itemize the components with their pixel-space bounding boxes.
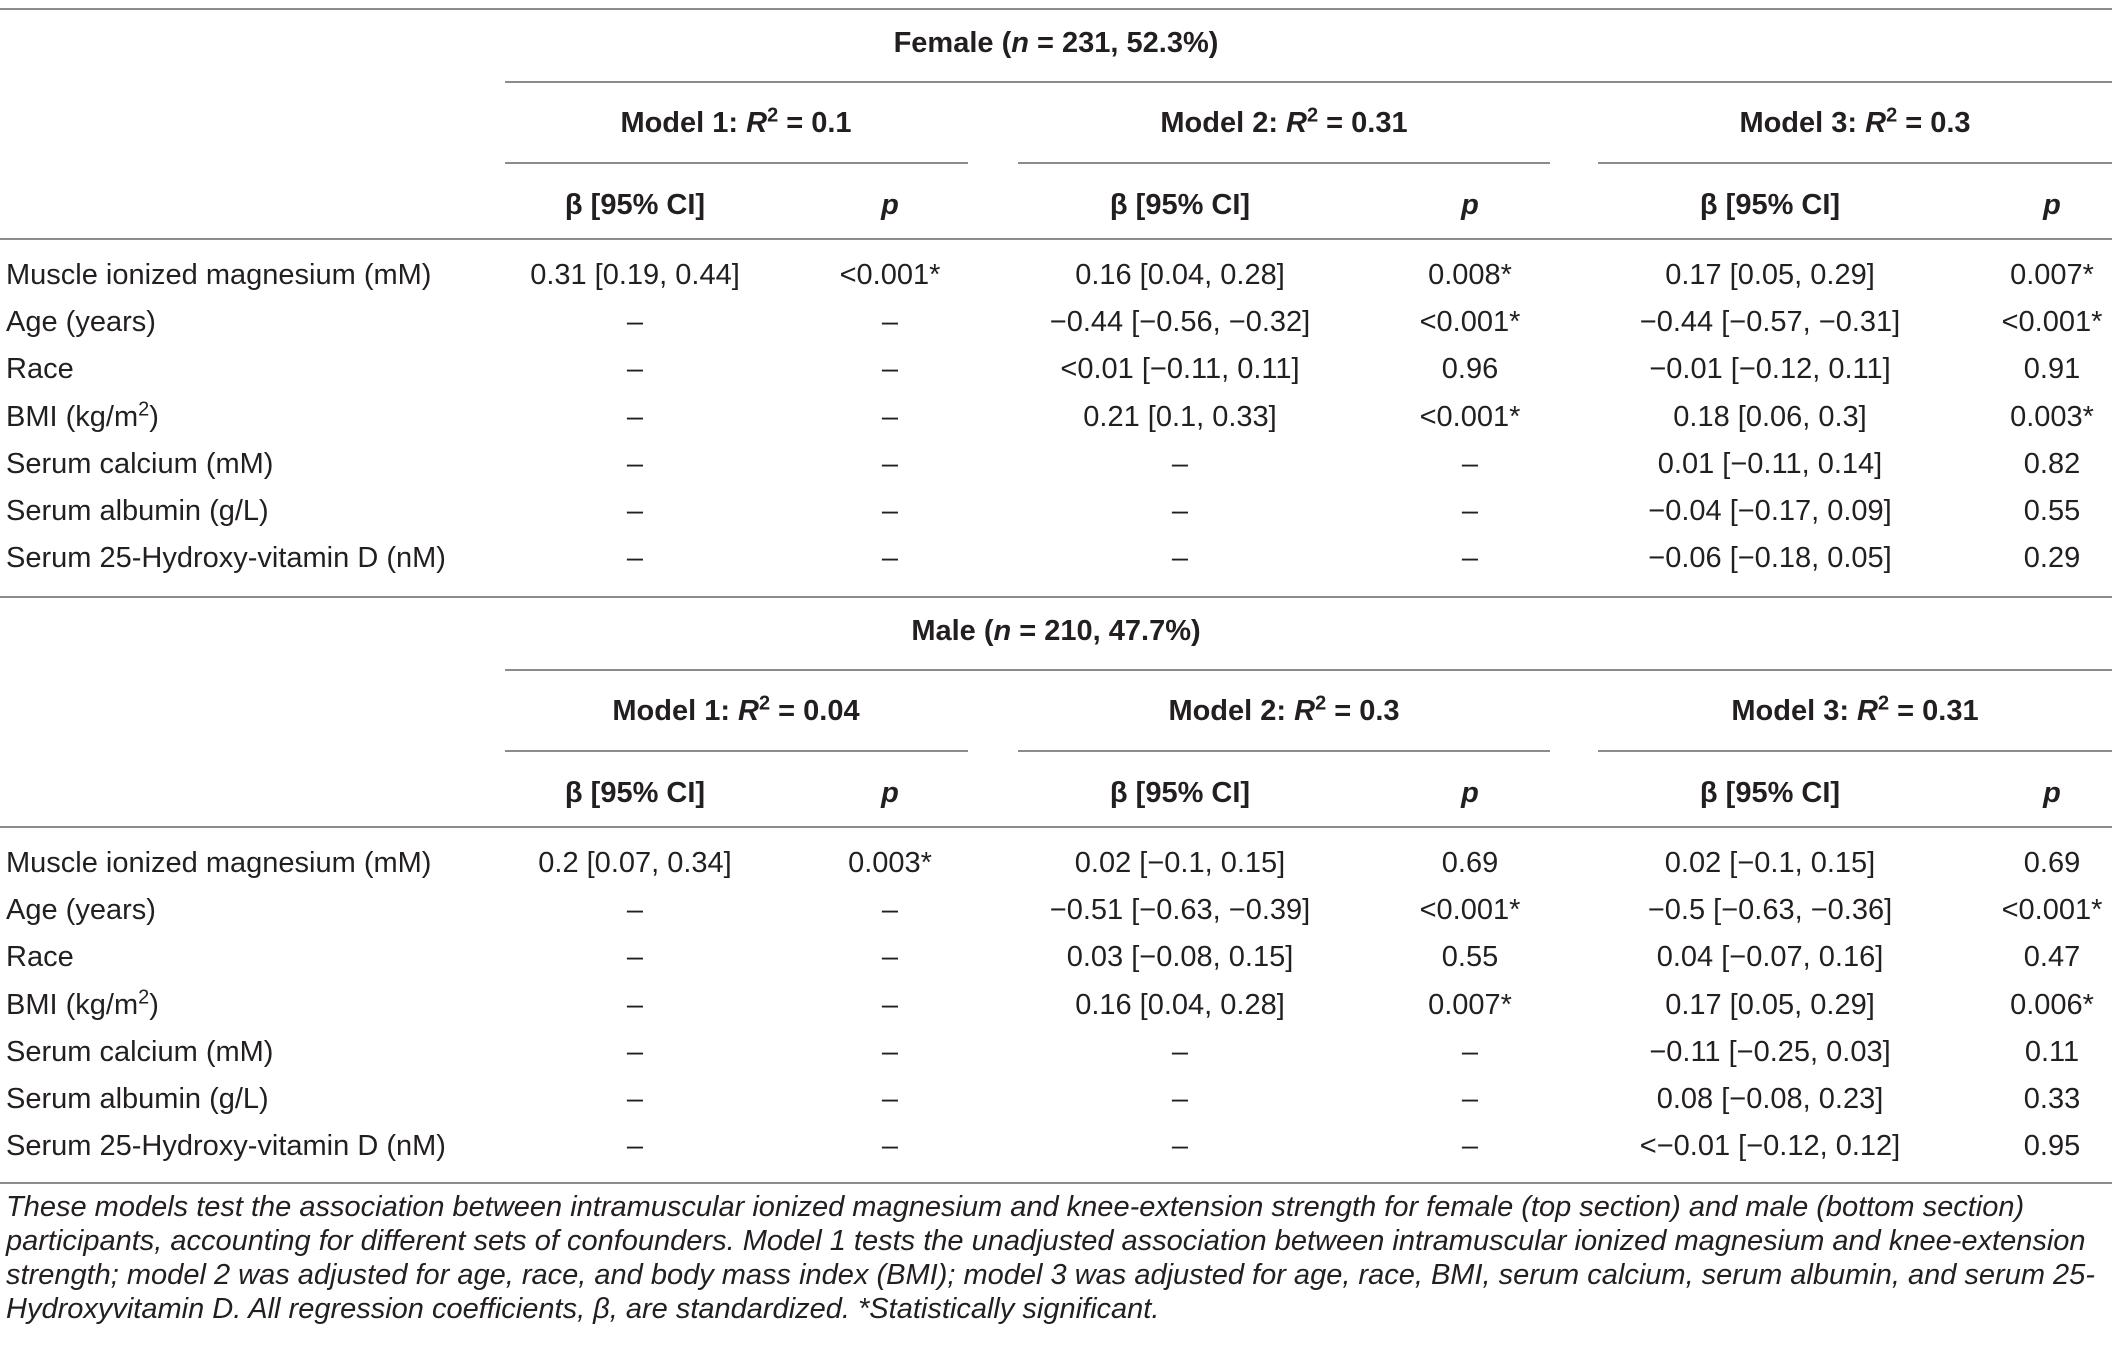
column-header-beta: β [95% CI] [564, 777, 706, 809]
section-title [911, 614, 1200, 648]
row-label [6, 940, 74, 974]
cell-p-value: – [881, 542, 899, 575]
row-label [6, 541, 446, 575]
row-label-text: Serum albumin (g/L) [6, 495, 269, 527]
cell-beta-ci: – [1171, 542, 1189, 575]
model-header [612, 694, 859, 728]
column-header-beta: β [95% CI] [564, 189, 706, 221]
model-header-prefix: Model 1: [612, 695, 739, 727]
section-title-suffix: = 231, 52.3%) [1028, 27, 1219, 59]
section-title-prefix: Male ( [911, 615, 994, 647]
cell-beta-ci: – [626, 447, 644, 480]
cell-p-value: – [881, 941, 899, 974]
row-label [6, 1082, 269, 1116]
cell-p-value: 0.007* [2010, 259, 2094, 291]
cell-beta-ci: −0.11 [−0.25, 0.03] [1649, 1035, 1891, 1068]
section-title-suffix: = 210, 47.7%) [1011, 615, 1201, 647]
cell-p-value: 0.55 [1441, 941, 1499, 974]
row-label-text: Muscle ionized magnesium (mM) [6, 259, 432, 291]
model-header-suffix: = 0.3 [1326, 695, 1400, 727]
cell-p-value: <0.001* [2001, 306, 2103, 339]
table-bottom-rule [0, 1182, 2112, 1184]
section-title-n: n [1011, 27, 1029, 59]
column-header-p: p [2043, 777, 2061, 809]
cell-p-value: – [881, 353, 899, 386]
cell-p-value: – [881, 1083, 899, 1115]
column-header-p: p [2043, 189, 2061, 221]
cell-beta-ci: 0.04 [−0.07, 0.16] [1656, 941, 1884, 974]
cell-p-value: 0.003* [848, 847, 932, 879]
model-group-rule [1018, 162, 1550, 164]
cell-beta-ci: – [626, 306, 644, 339]
cell-beta-ci: – [626, 941, 644, 974]
cell-p-value: – [1461, 1130, 1479, 1163]
cell-beta-ci: <−0.01 [−0.12, 0.12] [1639, 1130, 1901, 1163]
cell-beta-ci: 0.02 [−0.1, 0.15] [1664, 847, 1876, 879]
cell-beta-ci: 0.16 [0.04, 0.28] [1075, 988, 1285, 1021]
column-header-p: p [881, 189, 899, 221]
model-header-suffix: = 0.31 [1889, 695, 1979, 727]
row-label-sup: 2 [138, 397, 150, 420]
column-header-beta: β [95% CI] [1699, 189, 1841, 221]
model-header-r: R [1865, 107, 1887, 139]
cell-beta-ci: 0.21 [0.1, 0.33] [1083, 400, 1277, 433]
row-label [6, 1129, 446, 1163]
column-header-p: p [881, 777, 899, 809]
model-header-sup: 2 [759, 692, 771, 715]
cell-beta-ci: – [626, 542, 644, 575]
model-header-suffix: = 0.31 [1318, 107, 1408, 139]
cell-p-value: – [881, 894, 899, 927]
model-header-prefix: Model 2: [1168, 695, 1295, 727]
row-label-text: Serum calcium (mM) [6, 1035, 274, 1068]
row-label [6, 258, 431, 292]
model-header-r: R [1286, 107, 1307, 139]
cell-beta-ci: – [626, 894, 644, 927]
table-top-rule [0, 8, 2112, 10]
model-header [1160, 106, 1407, 140]
model-header [1739, 106, 1970, 140]
cell-beta-ci: – [626, 1083, 644, 1115]
cell-p-value: – [881, 1035, 899, 1068]
model-header-sup: 2 [1307, 104, 1319, 127]
cell-beta-ci: – [1171, 1130, 1189, 1163]
model-header-prefix: Model 2: [1160, 107, 1287, 139]
model-header-r: R [1857, 695, 1878, 727]
cell-beta-ci: 0.18 [0.06, 0.3] [1673, 400, 1867, 433]
cell-p-value: – [881, 447, 899, 480]
row-label [6, 985, 159, 1022]
row-label [6, 352, 74, 386]
cell-p-value: – [881, 988, 899, 1021]
model-header-suffix: = 0.3 [1897, 107, 1971, 139]
row-label [6, 397, 159, 434]
model-header-suffix: = 0.04 [770, 695, 860, 727]
cell-beta-ci: 0.01 [−0.11, 0.14] [1657, 447, 1883, 480]
cell-p-value: <0.001* [2001, 894, 2103, 927]
model-header-sup: 2 [1886, 104, 1898, 127]
cell-beta-ci: 0.08 [−0.08, 0.23] [1656, 1083, 1884, 1115]
cell-p-value: <0.001* [1419, 400, 1521, 433]
cell-p-value: – [881, 1130, 899, 1163]
cell-p-value: 0.008* [1428, 259, 1512, 291]
row-label-text: Age (years) [6, 894, 156, 927]
model-group-rule [505, 162, 968, 164]
cell-p-value: – [881, 495, 899, 527]
cell-beta-ci: – [626, 495, 644, 527]
cell-p-value: 0.82 [2023, 447, 2081, 480]
cell-beta-ci: – [1171, 1083, 1189, 1115]
column-header-p: p [1461, 777, 1479, 809]
cell-p-value: 0.69 [1441, 847, 1499, 879]
model-group-rule [1018, 750, 1550, 752]
cell-p-value: – [1461, 1083, 1479, 1115]
cell-beta-ci: 0.16 [0.04, 0.28] [1075, 259, 1285, 291]
section-title-n: n [993, 615, 1012, 647]
model-header-sup: 2 [1315, 692, 1327, 715]
cell-beta-ci: 0.17 [0.05, 0.29] [1665, 988, 1875, 1021]
cell-beta-ci: – [626, 353, 644, 386]
row-label-text: BMI (kg/m [6, 988, 139, 1021]
model-header-r: R [738, 695, 759, 727]
cell-p-value: 0.29 [2023, 542, 2081, 575]
model-header [1731, 694, 1978, 728]
model-header-prefix: Model 3: [1731, 695, 1858, 727]
cell-p-value: – [881, 306, 899, 339]
cell-beta-ci: −0.01 [−0.12, 0.11] [1649, 353, 1891, 386]
cell-p-value: – [1461, 542, 1479, 575]
cell-beta-ci: – [1171, 447, 1189, 480]
cell-p-value: 0.95 [2023, 1130, 2081, 1163]
column-header-rule [0, 238, 2112, 240]
cell-p-value: 0.11 [2024, 1035, 2080, 1068]
row-label-after: ) [149, 400, 159, 433]
cell-beta-ci: – [1171, 1035, 1189, 1068]
model-header-prefix: Model 1: [620, 107, 747, 139]
cell-p-value: – [1461, 495, 1479, 527]
table-footnote: These models test the association between intramuscular ionized magnesium and knee-extension strength for female (top section) and male (bottom section) participants, accounting for different sets of confounders. Model 1 tests the unadjusted association between intramuscular ionized magnesium and knee-extension strength; model 2 was adjusted for age, race, and body mass index (BMI); model 3 was adjusted for age, race, BMI, serum calcium, serum albumin, and serum 25-Hydroxyvitamin D. All regression coefficients, β, are standardized. *Statistically significant. [6, 1191, 2095, 1325]
row-label [6, 447, 273, 481]
cell-beta-ci: −0.51 [−0.63, −0.39] [1049, 894, 1311, 927]
cell-beta-ci: −0.44 [−0.56, −0.32] [1049, 306, 1311, 339]
cell-beta-ci: 0.02 [−0.1, 0.15] [1074, 847, 1286, 879]
model-group-rule [1598, 162, 2112, 164]
row-label-text: Race [6, 941, 74, 974]
cell-beta-ci: −0.44 [−0.57, −0.31] [1639, 306, 1901, 339]
section-title [894, 26, 1219, 60]
row-label-text: Serum albumin (g/L) [6, 1083, 269, 1115]
row-label [6, 846, 431, 880]
model-header-suffix: = 0.1 [778, 107, 852, 139]
model-group-rule [1598, 750, 2112, 752]
cell-beta-ci: <0.01 [−0.11, 0.11] [1060, 353, 1300, 386]
cell-p-value: 0.47 [2023, 941, 2081, 974]
model-header-prefix: Model 3: [1739, 107, 1866, 139]
cell-p-value: 0.55 [2023, 495, 2081, 527]
cell-beta-ci: – [626, 1035, 644, 1068]
cell-p-value: 0.91 [2023, 353, 2081, 386]
cell-beta-ci: – [626, 400, 644, 433]
model-header-sup: 2 [767, 104, 779, 127]
column-header-beta: β [95% CI] [1109, 189, 1251, 221]
row-label-text: Age (years) [6, 306, 156, 339]
cell-p-value: 0.96 [1441, 353, 1499, 386]
section-title-rule [505, 81, 2112, 83]
model-header-r: R [1294, 695, 1316, 727]
row-label [6, 494, 269, 528]
cell-p-value: 0.007* [1428, 988, 1512, 1021]
row-label-text: Serum 25-Hydroxy-vitamin D (nM) [6, 1130, 446, 1163]
cell-beta-ci: 0.2 [0.07, 0.34] [538, 847, 732, 879]
cell-p-value: – [1461, 447, 1479, 480]
cell-beta-ci: 0.03 [−0.08, 0.15] [1066, 941, 1294, 974]
column-header-beta: β [95% CI] [1699, 777, 1841, 809]
row-label [6, 305, 156, 339]
model-group-rule [505, 750, 968, 752]
row-label-text: BMI (kg/m [6, 400, 139, 433]
cell-beta-ci: −0.5 [−0.63, −0.36] [1647, 894, 1893, 927]
cell-p-value: – [1461, 1035, 1479, 1068]
cell-beta-ci: 0.17 [0.05, 0.29] [1665, 259, 1875, 291]
cell-beta-ci: – [1171, 495, 1189, 527]
model-header [1168, 694, 1399, 728]
cell-beta-ci: 0.31 [0.19, 0.44] [530, 259, 740, 291]
column-header-p: p [1461, 189, 1479, 221]
column-header-beta: β [95% CI] [1109, 777, 1251, 809]
row-label-text: Serum 25-Hydroxy-vitamin D (nM) [6, 542, 446, 575]
section-title-rule [505, 669, 2112, 671]
row-label-text: Race [6, 353, 74, 386]
row-label-sup: 2 [138, 985, 150, 1008]
row-label-after: ) [149, 988, 159, 1021]
section-divider-rule [0, 596, 2112, 598]
section-title-prefix: Female ( [893, 27, 1012, 59]
cell-beta-ci: – [626, 1130, 644, 1163]
cell-p-value: <0.001* [1419, 894, 1521, 927]
model-header-sup: 2 [1878, 692, 1890, 715]
cell-p-value: 0.003* [2010, 400, 2094, 433]
cell-beta-ci: – [626, 988, 644, 1021]
cell-p-value: <0.001* [1419, 306, 1521, 339]
row-label-text: Muscle ionized magnesium (mM) [6, 847, 432, 879]
model-header [620, 106, 851, 140]
cell-p-value: <0.001* [839, 259, 941, 291]
model-header-r: R [746, 107, 768, 139]
cell-p-value: 0.33 [2023, 1083, 2081, 1115]
row-label-text: Serum calcium (mM) [6, 447, 274, 480]
cell-p-value: – [881, 400, 899, 433]
column-header-rule [0, 826, 2112, 828]
cell-beta-ci: −0.04 [−0.17, 0.09] [1648, 495, 1892, 527]
cell-beta-ci: −0.06 [−0.18, 0.05] [1648, 542, 1892, 575]
cell-p-value: 0.006* [2010, 988, 2094, 1021]
cell-p-value: 0.69 [2023, 847, 2081, 879]
row-label [6, 893, 156, 927]
row-label [6, 1035, 273, 1069]
